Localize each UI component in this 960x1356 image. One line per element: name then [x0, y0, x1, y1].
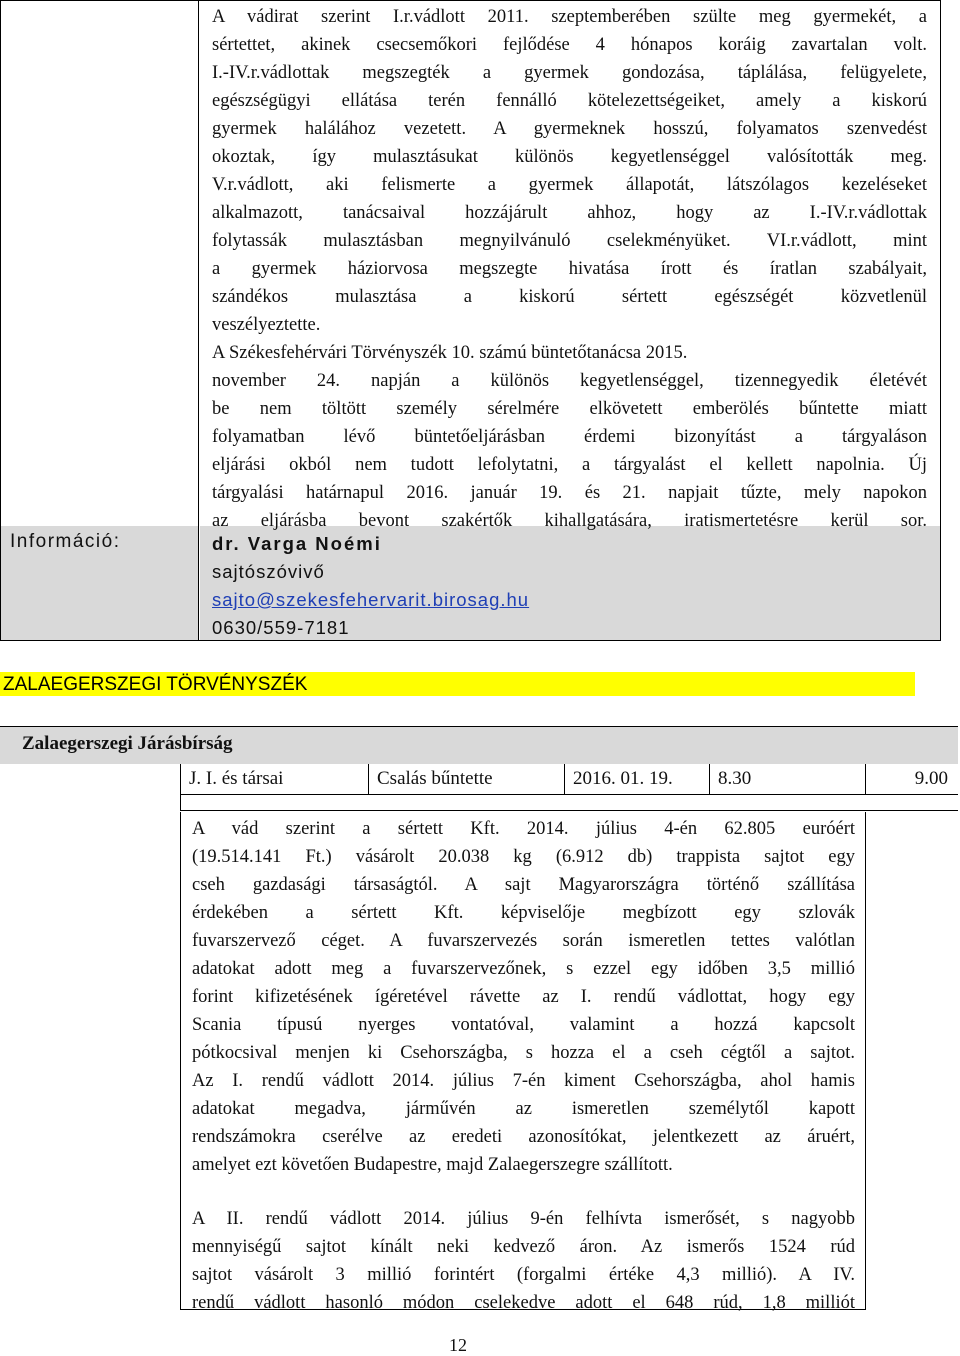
description-line: veszélyeztette. [212, 315, 321, 335]
body-line: érdekében a sértett Kft. képviselője megbízott egy szlovák [192, 903, 855, 923]
case-end-time: 9.00 [865, 764, 958, 794]
body-line: adatokat megadva, járművén az ismeretlen személytől kapott [192, 1099, 855, 1119]
description-line: tárgyalási határnapul 2016. január 19. és 21. napjait tűzte, mely napokon [212, 483, 927, 503]
contact-name: dr. Varga Noémi [212, 533, 382, 554]
description-line: okoztak, így mulasztásukat különös kegyetlenséggel valósították meg. [212, 147, 927, 167]
contact-email-link[interactable]: sajto@szekesfehervarit.birosag.hu [212, 589, 530, 610]
contact-block [212, 530, 927, 642]
body-line: Scania típusú nyerges vontatóval, valamint a hozzá kapcsolt [192, 1015, 855, 1035]
case-start-time: 8.30 [709, 764, 865, 794]
body-line: adatokat adott meg a fuvarszervezőnek, s ezzel egy időben 3,5 millió [192, 959, 855, 979]
description-line: egészségügyi ellátása terén fennálló kötelezettségeiket, amely a kiskorú [212, 91, 927, 111]
description-line: november 24. napján a különös kegyetlenséggel, tizennegyedik életévét [212, 371, 927, 391]
body-line: Az I. rendű vádlott 2014. július 7-én kiment Csehországba, ahol hamis [192, 1071, 855, 1091]
district-court-name: Zalaegerszegi Járásbírság [22, 733, 233, 754]
spacer-row [180, 795, 958, 811]
body-line: rendű vádlott hasonló módon cselekedve adott el 648 rúd, 1,8 milliót [192, 1293, 855, 1313]
page-number: 12 [449, 1335, 467, 1355]
description-line: a gyermek háziorvosa megszegte hivatása írott és íratlan szabályait, [212, 259, 927, 279]
description-line: be nem töltött személy sérelmére elkövetett emberölés bűntette miatt [212, 399, 927, 419]
body-line: mennyiségű sajtot kínált neki kedvező áron. Az ismerős 1524 rúd [192, 1237, 855, 1257]
body-line: forint kifizetésének ígéretével rávette az I. rendű vádlottat, hogy egy [192, 987, 855, 1007]
contact-role: sajtószóvivő [212, 561, 325, 582]
court-heading: ZALAEGERSZEGI TÖRVÉNYSZÉK [3, 674, 308, 695]
case-row [180, 764, 958, 795]
info-label: Információ: [10, 531, 121, 552]
case-crime: Csalás bűntette [368, 764, 564, 794]
case-parties: J. I. és társai [180, 764, 368, 794]
description-line: alkalmazott, tanácsaival hozzájárult ahhoz, hogy az I.-IV.r.vádlottak [212, 203, 927, 223]
body-line: (19.514.141 Ft.) vásárolt 20.038 kg (6.912 db) trappista sajtot egy [192, 847, 855, 867]
description-line: folyamatban lévő büntetőeljárásban érdemi bizonyítást a tárgyaláson [212, 427, 927, 447]
description-line: szándékos mulasztása a kiskorú sértett egészségét közvetlenül [212, 287, 927, 307]
description-line: I.-IV.r.vádlottak megszegték a gyermek gondozása, táplálása, felügyelete, [212, 63, 927, 83]
description-line: A vádirat szerint I.r.vádlott 2011. szeptemberében szülte meg gyermekét, a [212, 7, 927, 27]
description-line: gyermek halálához vezetett. A gyermeknek hosszú, folyamatos szenvedést [212, 119, 927, 139]
body-line: fuvarszervező céget. A fuvarszervezés során ismeretlen tettes valótlan [192, 931, 855, 951]
body-line: A vád szerint a sértett Kft. 2014. július 4-én 62.805 euróért [192, 819, 855, 839]
description-line: A Székesfehérvári Törvényszék 10. számú büntetőtanácsa 2015. [212, 343, 688, 363]
description-line: folytassák mulasztásban megnyilvánuló cselekményüket. VI.r.vádlott, mint [212, 231, 927, 251]
body-line: cseh gazdasági társaságtól. A sajt Magyarországra történő szállítása [192, 875, 855, 895]
case-body [192, 815, 855, 1317]
description-line: az eljárásba bevont szakértők kihallgatására, iratismertetésre kerül sor. [212, 511, 927, 531]
description-line: V.r.vádlott, aki felismerte a gyermek állapotát, látszólagos kezeléseket [212, 175, 927, 195]
body-line: amelyet ezt követően Budapestre, majd Zalaegerszegre szállított. [192, 1155, 673, 1175]
body-line: rendszámokra cserélve az eredeti azonosítókat, jelentkezett az áruért, [192, 1127, 855, 1147]
case-description [212, 3, 927, 535]
body-line: A II. rendű vádlott 2014. július 9-én felhívta ismerősét, s nagyobb [192, 1209, 855, 1229]
description-line: eljárási okból nem tudott lefolytatni, a tárgyalást el kellett napolnia. Új [212, 455, 927, 475]
body-line: sajtot vásárolt 3 millió forintért (forgalmi értéke 4,3 millió). A IV. [192, 1265, 855, 1285]
contact-phone: 0630/559-7181 [212, 617, 350, 638]
description-line: sértettet, akinek csecsemőkori fejlődése 4 hónapos koráig zavartalan volt. [212, 35, 927, 55]
body-line: pótkocsival menjen ki Csehországba, s hozza el a cseh cégtől a sajtot. [192, 1043, 855, 1063]
case-date: 2016. 01. 19. [564, 764, 709, 794]
